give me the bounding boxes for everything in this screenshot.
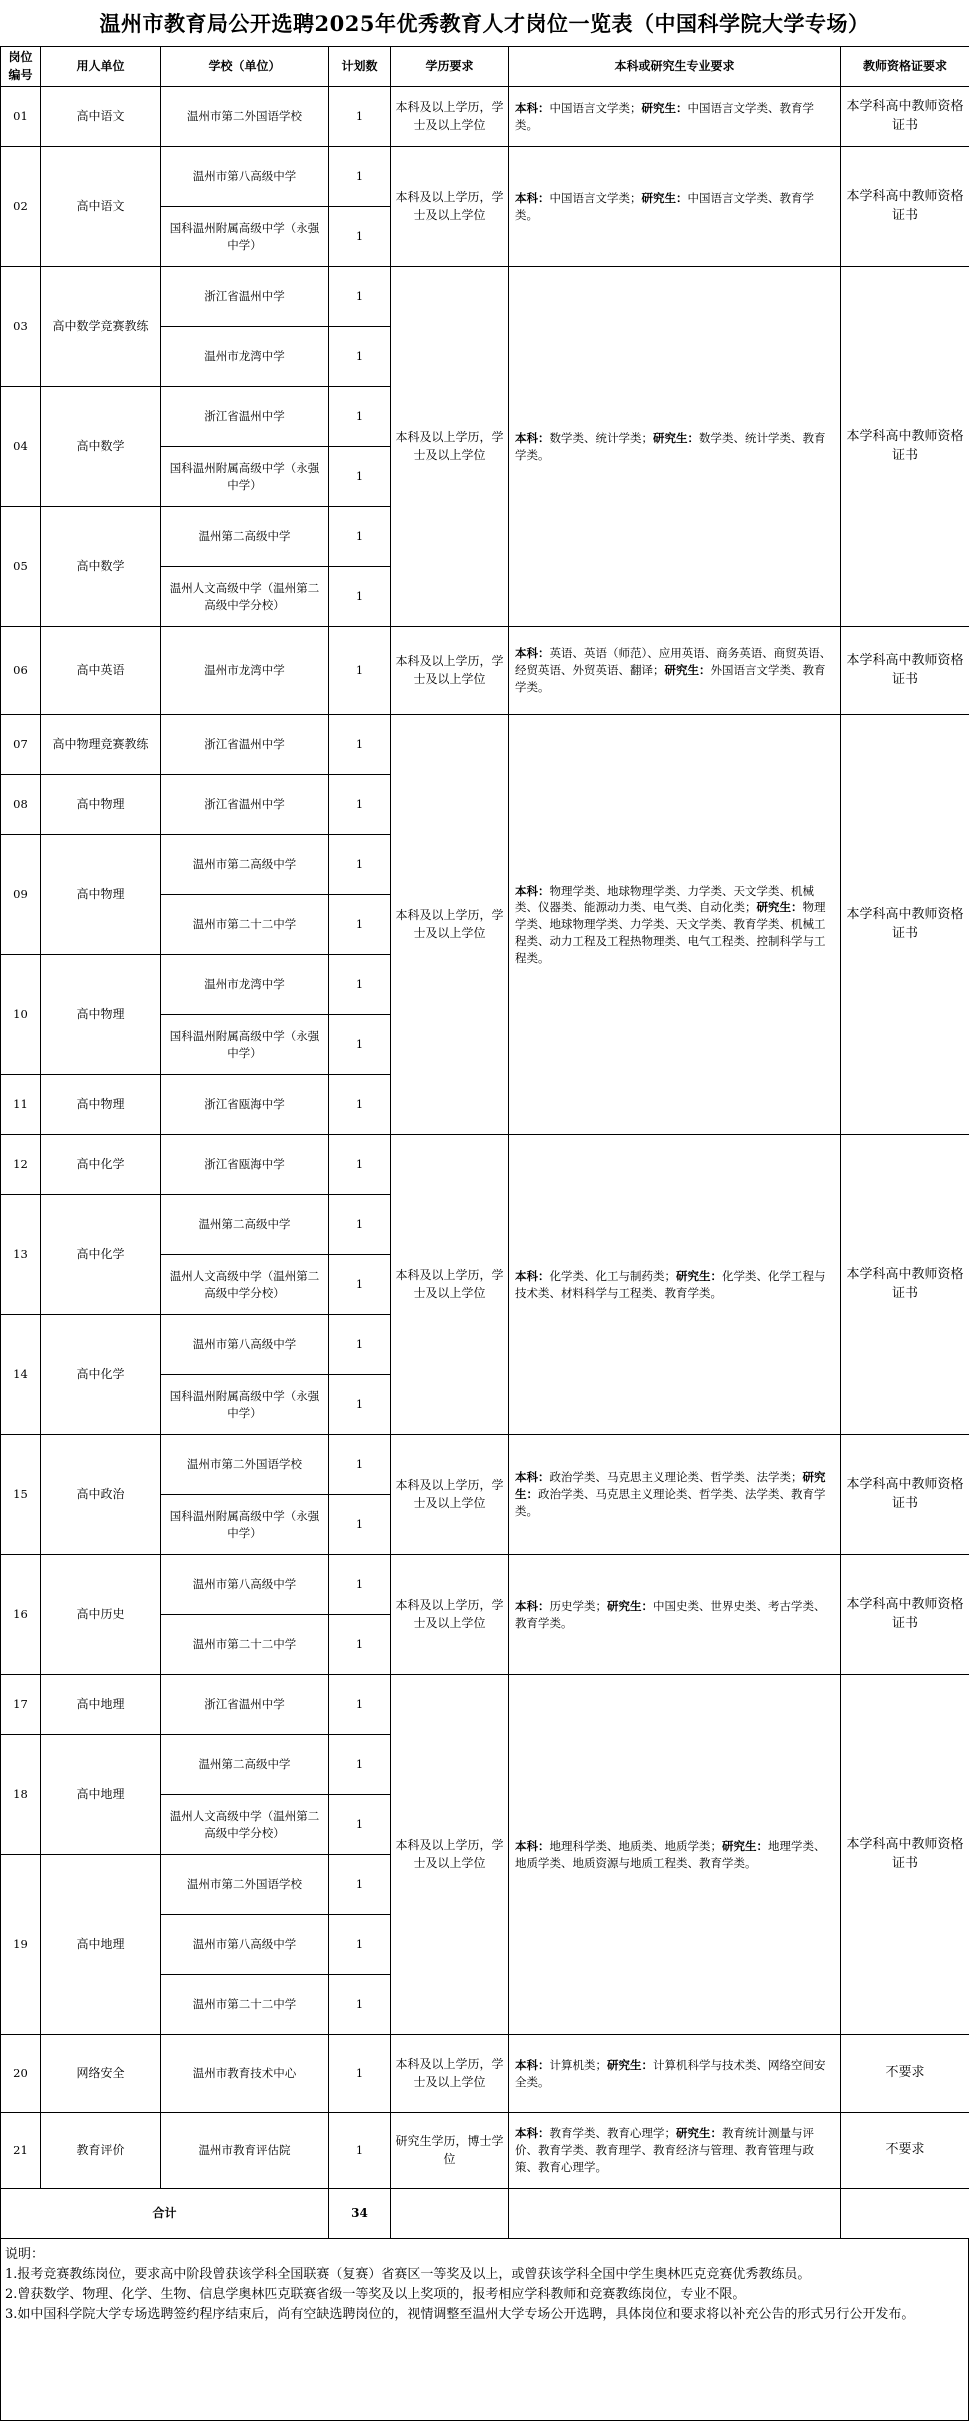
education-cell: 本科及以上学历，学士及以上学位 (391, 267, 509, 627)
grad-label: 研究生： (607, 1598, 653, 1613)
education-cell: 本科及以上学历，学士及以上学位 (391, 1435, 509, 1555)
education-cell: 本科及以上学历，学士及以上学位 (391, 2035, 509, 2113)
quota-cell: 1 (329, 87, 391, 147)
undergrad-majors: 物理学类、地球物理学类、力学类、天文学类、机械类、仪器类、能源动力类、电气类、自动化类； (515, 883, 814, 915)
unit-cell: 高中语文 (41, 147, 161, 267)
unit-cell: 高中化学 (41, 1195, 161, 1315)
school-cell: 温州人文高级中学（温州第二高级中学分校） (161, 567, 329, 627)
note-item: 2.曾获数学、物理、化学、生物、信息学奥林匹克联赛省级一等奖及以上奖项的，报考相应学科教师和竞赛教练岗位，专业不限。 (5, 2287, 746, 2303)
table-row (1, 1555, 969, 1615)
quota-cell: 1 (329, 1975, 391, 2035)
page-title: 温州市教育局公开选聘2025年优秀教育人才岗位一览表（中国科学院大学专场） (99, 11, 870, 36)
table-row (1, 147, 969, 207)
position-id: 11 (1, 1075, 41, 1135)
header-school: 学校（单位） (161, 47, 329, 87)
grad-label: 研究生： (676, 2126, 722, 2141)
grad-majors: 数学类、统计学类、教育学类。 (515, 430, 826, 462)
major-cell (509, 2113, 841, 2189)
position-id: 20 (1, 2035, 41, 2113)
grad-label: 研究生： (722, 1838, 768, 1853)
education-cell: 本科及以上学历，学士及以上学位 (391, 1555, 509, 1675)
grad-majors: 中国语言文学类、教育学类。 (515, 190, 814, 222)
school-cell: 温州市第二外国语学校 (161, 1435, 329, 1495)
position-id: 14 (1, 1315, 41, 1435)
grad-label: 研究生： (641, 190, 688, 205)
grad-label: 研究生： (756, 900, 803, 915)
unit-cell: 高中英语 (41, 627, 161, 715)
quota-cell: 1 (329, 387, 391, 447)
grad-label: 研究生： (653, 430, 699, 445)
total-label: 合计 (1, 2189, 329, 2239)
quota-cell: 1 (329, 267, 391, 327)
unit-cell: 高中物理竞赛教练 (41, 715, 161, 775)
school-cell: 温州市教育技术中心 (161, 2035, 329, 2113)
quota-cell: 1 (329, 1795, 391, 1855)
quota-cell: 1 (329, 1435, 391, 1495)
position-id: 19 (1, 1855, 41, 2035)
undergrad-label: 本科： (515, 646, 550, 661)
undergrad-majors: 英语、英语（师范）、应用英语、商务英语、商贸英语、经贸英语、外贸英语、翻译； (515, 646, 832, 678)
unit-cell: 高中物理 (41, 775, 161, 835)
empty-cell (509, 2189, 841, 2239)
school-cell: 温州市第八高级中学 (161, 1315, 329, 1375)
certificate-cell: 不要求 (841, 2113, 969, 2189)
school-cell: 温州人文高级中学（温州第二高级中学分校） (161, 1795, 329, 1855)
header-education: 学历要求 (391, 47, 509, 87)
unit-cell: 高中地理 (41, 1675, 161, 1735)
major-cell (509, 267, 841, 627)
grad-majors: 计算机科学与技术类、网络空间安全类。 (515, 2057, 826, 2089)
undergrad-majors: 历史学类； (549, 1598, 607, 1613)
education-cell: 本科及以上学历，学士及以上学位 (391, 1675, 509, 2035)
quota-cell: 1 (329, 1315, 391, 1375)
unit-cell: 教育评价 (41, 2113, 161, 2189)
school-cell: 国科温州附属高级中学（永强中学） (161, 1375, 329, 1435)
major-cell (509, 1435, 841, 1555)
table-row (1, 627, 969, 715)
school-cell: 浙江省瓯海中学 (161, 1135, 329, 1195)
empty-cell (841, 2189, 969, 2239)
certificate-cell: 本学科高中教师资格证书 (841, 627, 969, 715)
undergrad-label: 本科： (515, 1470, 550, 1485)
school-cell: 温州市第二十二中学 (161, 1615, 329, 1675)
table-row (1, 2113, 969, 2189)
quota-cell: 1 (329, 835, 391, 895)
quota-cell: 1 (329, 447, 391, 507)
table-row (1, 1675, 969, 1735)
grad-majors: 政治学类、马克思主义理论类、哲学类、法学类、教育学类。 (515, 1487, 826, 1518)
quota-cell: 1 (329, 567, 391, 627)
total-row (1, 2189, 969, 2239)
undergrad-label: 本科： (515, 1268, 550, 1283)
education-cell: 本科及以上学历，学士及以上学位 (391, 715, 509, 1135)
empty-cell (391, 2189, 509, 2239)
undergrad-label: 本科： (515, 190, 550, 205)
school-cell: 浙江省温州中学 (161, 387, 329, 447)
grad-majors: 教育统计测量与评价、教育学类、教育理学、教育经济与管理、教育管理与政策、教育心理学。 (515, 2126, 814, 2174)
grad-label: 研究生： (676, 1268, 722, 1283)
school-cell: 温州第二高级中学 (161, 1195, 329, 1255)
school-cell: 温州人文高级中学（温州第二高级中学分校） (161, 1255, 329, 1315)
school-cell: 温州市第二外国语学校 (161, 1855, 329, 1915)
quota-cell: 1 (329, 327, 391, 387)
quota-cell: 1 (329, 1375, 391, 1435)
major-cell (509, 87, 841, 147)
grad-majors: 中国语言文学类、教育学类。 (515, 100, 814, 132)
undergrad-label: 本科： (515, 883, 550, 898)
school-cell: 国科温州附属高级中学（永强中学） (161, 1495, 329, 1555)
undergrad-majors: 数学类、统计学类； (549, 430, 653, 445)
position-id: 13 (1, 1195, 41, 1315)
position-id: 18 (1, 1735, 41, 1855)
certificate-cell: 本学科高中教师资格证书 (841, 87, 969, 147)
unit-cell: 高中化学 (41, 1315, 161, 1435)
position-id: 10 (1, 955, 41, 1075)
position-id: 07 (1, 715, 41, 775)
school-cell: 温州第二高级中学 (161, 507, 329, 567)
undergrad-majors: 教育学类、教育心理学； (549, 2126, 676, 2141)
major-cell (509, 627, 841, 715)
education-cell: 本科及以上学历，学士及以上学位 (391, 627, 509, 715)
table-row (1, 1435, 969, 1495)
school-cell: 温州市第八高级中学 (161, 1915, 329, 1975)
school-cell: 温州市第二十二中学 (161, 895, 329, 955)
note-item: 3.如中国科学院大学专场选聘签约程序结束后，尚有空缺选聘岗位的，视情调整至温州大学专场公开选聘，具体岗位和要求将以补充公告的形式另行公开发布。 (5, 2307, 915, 2323)
major-cell (509, 1555, 841, 1675)
education-cell: 本科及以上学历，学士及以上学位 (391, 147, 509, 267)
notes-heading: 说明： (5, 2247, 45, 2262)
school-cell: 浙江省温州中学 (161, 715, 329, 775)
position-id: 01 (1, 87, 41, 147)
certificate-cell: 本学科高中教师资格证书 (841, 1135, 969, 1435)
position-id: 09 (1, 835, 41, 955)
undergrad-label: 本科： (515, 2126, 550, 2141)
certificate-cell: 本学科高中教师资格证书 (841, 1675, 969, 2035)
certificate-cell: 本学科高中教师资格证书 (841, 267, 969, 627)
table-row (1, 267, 969, 327)
education-cell: 本科及以上学历，学士及以上学位 (391, 1135, 509, 1435)
quota-cell: 1 (329, 1675, 391, 1735)
header-position-id: 岗位编号 (1, 47, 41, 87)
major-cell (509, 1135, 841, 1435)
table-header-row (1, 47, 969, 87)
certificate-cell: 本学科高中教师资格证书 (841, 715, 969, 1135)
table-row (1, 715, 969, 775)
quota-cell: 1 (329, 1255, 391, 1315)
unit-cell: 高中物理 (41, 955, 161, 1075)
table-row (1, 2035, 969, 2113)
undergrad-label: 本科： (515, 2057, 550, 2072)
school-cell: 温州第二高级中学 (161, 1735, 329, 1795)
quota-cell: 1 (329, 1495, 391, 1555)
grad-majors: 物理学类、地球物理学类、力学类、天文学类、教育学类、机械工程类、动力工程及工程热物理类、电气工程类、控制科学与工程类。 (515, 900, 826, 965)
grad-label: 研究生： (641, 100, 688, 115)
undergrad-majors: 中国语言文学类； (549, 100, 642, 115)
quota-cell: 1 (329, 1735, 391, 1795)
undergrad-label: 本科： (515, 100, 550, 115)
position-id: 08 (1, 775, 41, 835)
grad-label: 研究生： (607, 2057, 653, 2072)
quota-cell: 1 (329, 627, 391, 715)
undergrad-majors: 中国语言文学类； (549, 190, 642, 205)
school-cell: 温州市龙湾中学 (161, 955, 329, 1015)
quota-cell: 1 (329, 715, 391, 775)
quota-cell: 1 (329, 2035, 391, 2113)
quota-cell: 1 (329, 1615, 391, 1675)
total-value: 34 (329, 2189, 391, 2239)
quota-cell: 1 (329, 2113, 391, 2189)
position-id: 12 (1, 1135, 41, 1195)
position-id: 16 (1, 1555, 41, 1675)
grad-label: 研究生： (515, 1470, 826, 1502)
unit-cell: 网络安全 (41, 2035, 161, 2113)
table-row (1, 1135, 969, 1195)
header-unit: 用人单位 (41, 47, 161, 87)
certificate-cell: 本学科高中教师资格证书 (841, 147, 969, 267)
grad-majors: 中国史类、世界史类、考古学类、教育学类。 (515, 1598, 826, 1630)
header-certificate: 教师资格证要求 (841, 47, 969, 87)
grad-label: 研究生： (664, 663, 711, 678)
position-id: 04 (1, 387, 41, 507)
major-cell (509, 2035, 841, 2113)
notes-section (0, 2239, 969, 2421)
school-cell: 国科温州附属高级中学（永强中学） (161, 447, 329, 507)
positions-table (0, 46, 969, 2239)
education-cell: 本科及以上学历，学士及以上学位 (391, 87, 509, 147)
school-cell: 温州市第八高级中学 (161, 147, 329, 207)
quota-cell: 1 (329, 207, 391, 267)
grad-majors: 外国语言文学类、教育学类。 (515, 663, 826, 694)
position-id: 15 (1, 1435, 41, 1555)
unit-cell: 高中历史 (41, 1555, 161, 1675)
major-cell (509, 1675, 841, 2035)
unit-cell: 高中数学竞赛教练 (41, 267, 161, 387)
school-cell: 温州市第八高级中学 (161, 1555, 329, 1615)
school-cell: 温州市第二高级中学 (161, 835, 329, 895)
quota-cell: 1 (329, 895, 391, 955)
undergrad-majors: 政治学类、马克思主义理论类、哲学类、法学类； (549, 1470, 803, 1485)
quota-cell: 1 (329, 955, 391, 1015)
unit-cell: 高中数学 (41, 507, 161, 627)
quota-cell: 1 (329, 1135, 391, 1195)
note-item: 1.报考竞赛教练岗位，要求高中阶段曾获该学科全国联赛（复赛）省赛区一等奖及以上，或曾获该学科全国中学生奥林匹克竞赛优秀教练员。 (5, 2267, 811, 2283)
unit-cell: 高中物理 (41, 1075, 161, 1135)
unit-cell: 高中政治 (41, 1435, 161, 1555)
school-cell: 浙江省瓯海中学 (161, 1075, 329, 1135)
school-cell: 温州市第二外国语学校 (161, 87, 329, 147)
position-id: 03 (1, 267, 41, 387)
quota-cell: 1 (329, 1015, 391, 1075)
undergrad-majors: 化学类、化工与制药类； (549, 1268, 676, 1283)
major-cell (509, 715, 841, 1135)
unit-cell: 高中语文 (41, 87, 161, 147)
certificate-cell: 不要求 (841, 2035, 969, 2113)
major-cell (509, 147, 841, 267)
school-cell: 国科温州附属高级中学（永强中学） (161, 207, 329, 267)
quota-cell: 1 (329, 1555, 391, 1615)
quota-cell: 1 (329, 775, 391, 835)
position-id: 06 (1, 627, 41, 715)
quota-cell: 1 (329, 1915, 391, 1975)
quota-cell: 1 (329, 1855, 391, 1915)
position-id: 17 (1, 1675, 41, 1735)
undergrad-label: 本科： (515, 430, 550, 445)
school-cell: 浙江省温州中学 (161, 775, 329, 835)
education-cell: 研究生学历，博士学位 (391, 2113, 509, 2189)
quota-cell: 1 (329, 1075, 391, 1135)
unit-cell: 高中数学 (41, 387, 161, 507)
quota-cell: 1 (329, 147, 391, 207)
school-cell: 温州市龙湾中学 (161, 327, 329, 387)
position-id: 05 (1, 507, 41, 627)
grad-majors: 地理学类、地质学类、地质资源与地质工程类、教育学类。 (515, 1838, 826, 1870)
table-row (1, 87, 969, 147)
quota-cell: 1 (329, 1195, 391, 1255)
certificate-cell: 本学科高中教师资格证书 (841, 1555, 969, 1675)
unit-cell: 高中地理 (41, 1735, 161, 1855)
undergrad-label: 本科： (515, 1838, 550, 1853)
school-cell: 温州市龙湾中学 (161, 627, 329, 715)
header-quota: 计划数 (329, 47, 391, 87)
school-cell: 温州市第二十二中学 (161, 1975, 329, 2035)
school-cell: 国科温州附属高级中学（永强中学） (161, 1015, 329, 1075)
header-major: 本科或研究生专业要求 (509, 47, 841, 87)
certificate-cell: 本学科高中教师资格证书 (841, 1435, 969, 1555)
school-cell: 浙江省温州中学 (161, 267, 329, 327)
undergrad-majors: 计算机类； (549, 2057, 607, 2072)
unit-cell: 高中地理 (41, 1855, 161, 2035)
undergrad-majors: 地理科学类、地质类、地质学类； (549, 1838, 722, 1853)
unit-cell: 高中化学 (41, 1135, 161, 1195)
position-id: 21 (1, 2113, 41, 2189)
school-cell: 温州市教育评估院 (161, 2113, 329, 2189)
undergrad-label: 本科： (515, 1598, 550, 1613)
position-id: 02 (1, 147, 41, 267)
grad-majors: 化学类、化学工程与技术类、材料科学与工程类、教育学类。 (515, 1268, 826, 1300)
unit-cell: 高中物理 (41, 835, 161, 955)
school-cell: 浙江省温州中学 (161, 1675, 329, 1735)
quota-cell: 1 (329, 507, 391, 567)
